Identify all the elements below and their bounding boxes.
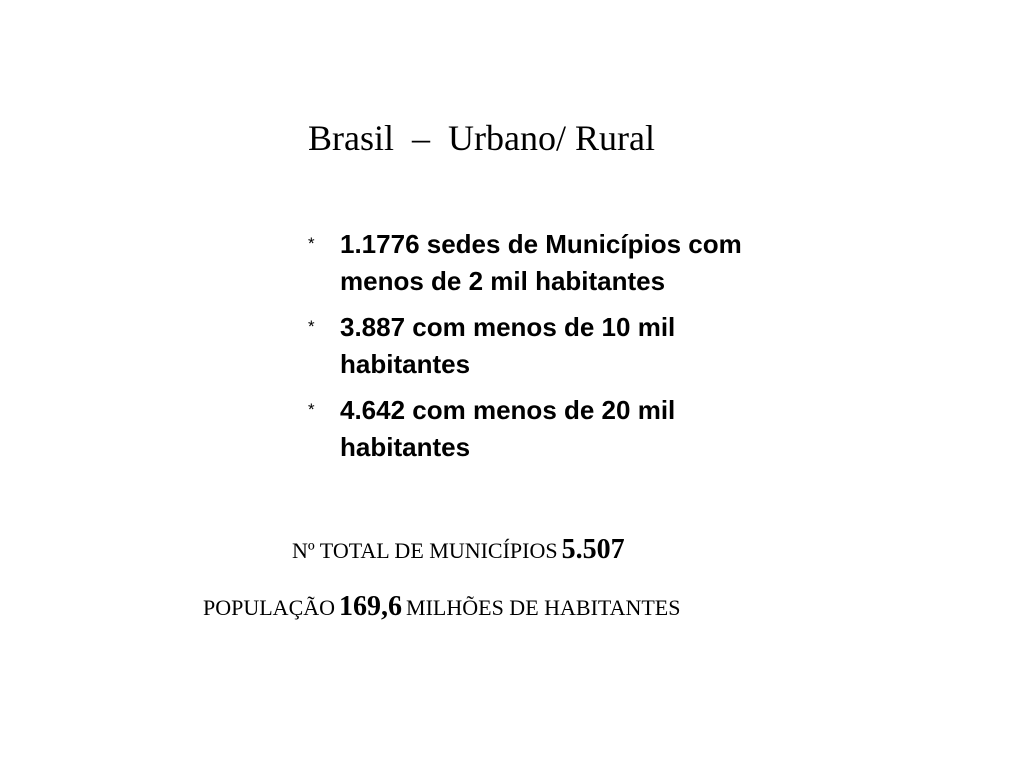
- bullet-text: 1.1776 sedes de Municípios com menos de 2 mil habitantes: [340, 229, 742, 296]
- population-label: POPULAÇÃO: [203, 595, 336, 620]
- population-value: 169,6: [339, 591, 403, 622]
- bullet-text: 4.642 com menos de 20 mil habitantes: [340, 395, 676, 462]
- bullet-item: [308, 309, 828, 383]
- bullet-marker: *: [308, 234, 315, 253]
- total-municipalities-value: 5.507: [561, 534, 625, 565]
- slide-title: Brasil – Urbano/ Rural: [308, 118, 655, 158]
- population-unit: MILHÕES DE HABITANTES: [406, 595, 681, 620]
- bullet-item: [308, 226, 828, 300]
- bullet-item: [308, 392, 828, 466]
- bullet-marker: *: [308, 317, 315, 336]
- bullet-list: [308, 226, 828, 475]
- population-line: [203, 591, 680, 623]
- bullet-text: 3.887 com menos de 10 mil habitantes: [340, 312, 676, 379]
- total-municipalities-line: [292, 534, 625, 566]
- bullet-marker: *: [308, 400, 315, 419]
- total-municipalities-label: Nº TOTAL DE MUNICÍPIOS: [292, 538, 558, 563]
